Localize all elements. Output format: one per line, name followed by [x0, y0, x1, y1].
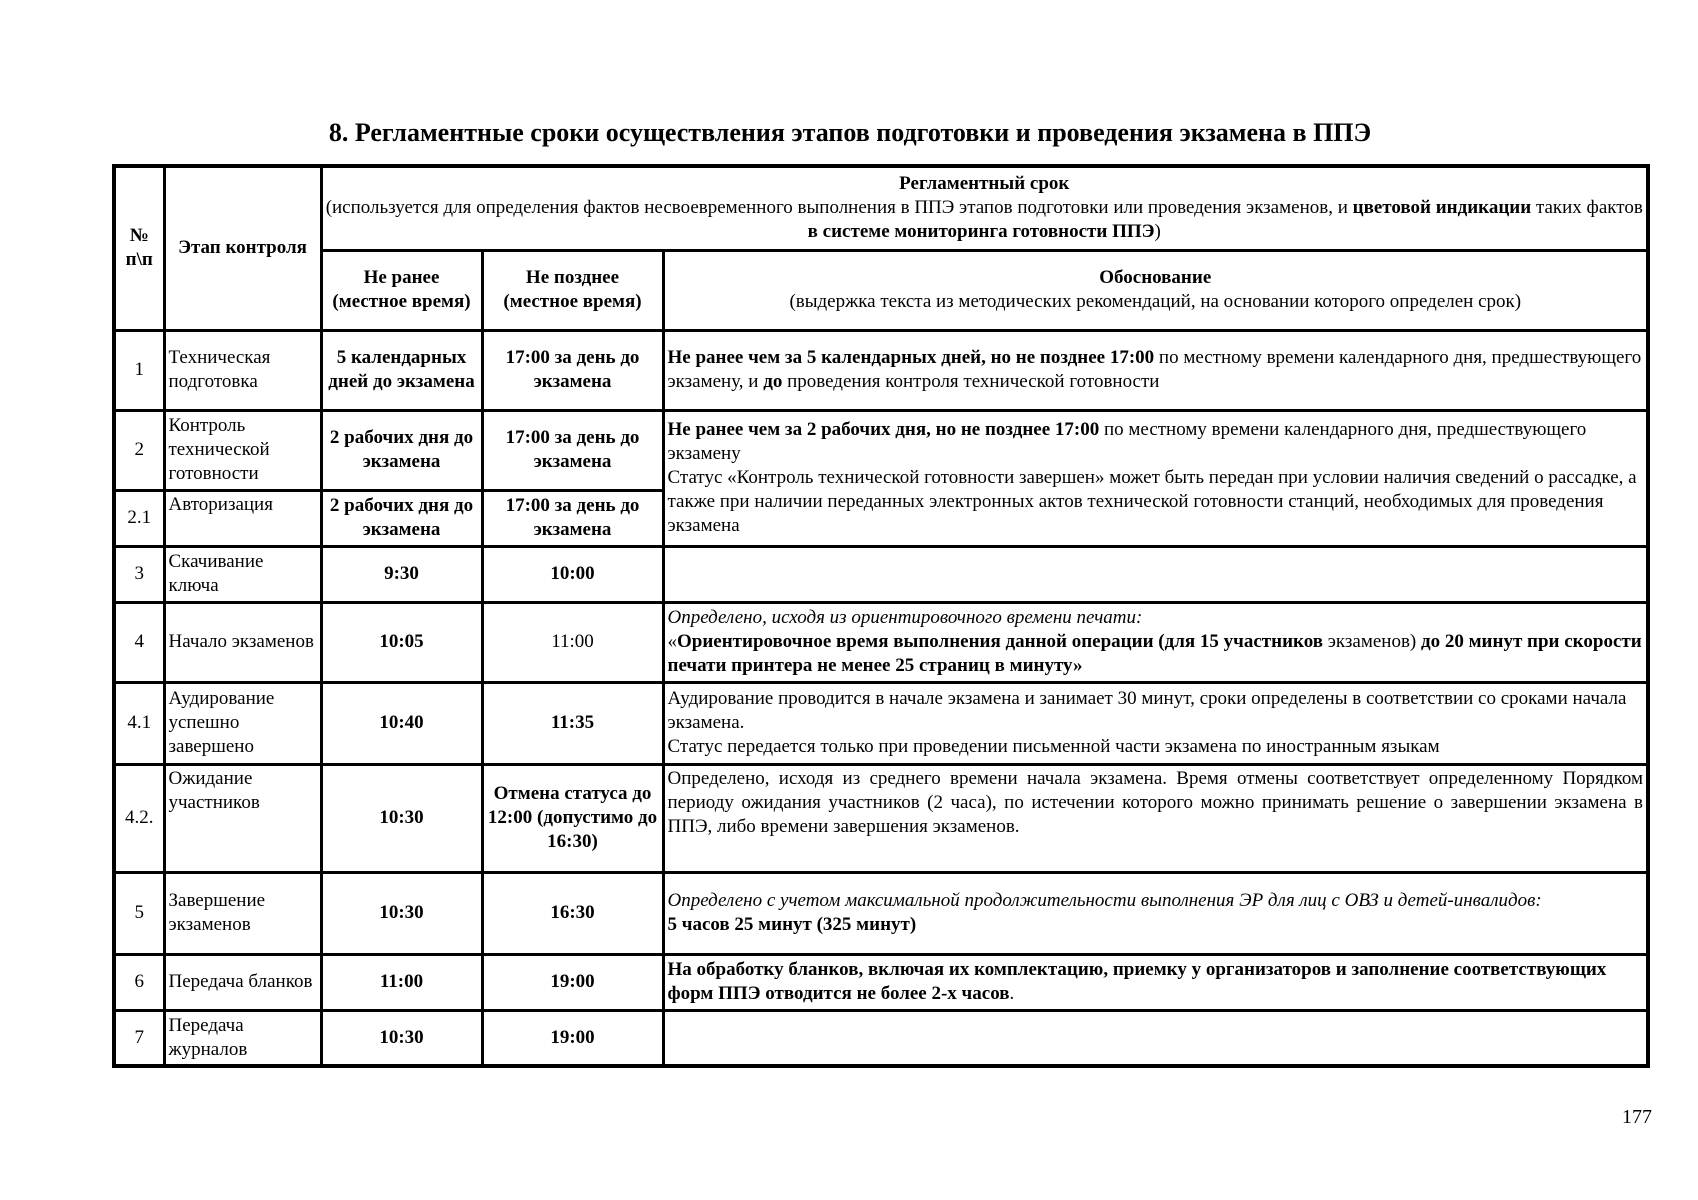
row-not-earlier: 2 рабочих дня до экзамена: [321, 490, 482, 546]
row-not-later: 17:00 за день до экзамена: [482, 490, 663, 546]
reg-note-part: (используется для определения фактов несвоевременного выполнения в ППЭ этапов подготовки или проведения экзаменов, и: [325, 197, 1353, 219]
basis-line: [668, 418, 1644, 466]
row-not-earlier: 10:30: [321, 872, 482, 954]
table-row: [114, 954, 1648, 1010]
row-num: 1: [114, 330, 164, 410]
row-not-earlier: 2 рабочих дня до экзамена: [321, 410, 482, 490]
row-not-earlier: 10:30: [321, 1010, 482, 1066]
row-not-later: 19:00: [482, 1010, 663, 1066]
row-basis: [663, 1010, 1648, 1066]
row-num: 3: [114, 546, 164, 602]
basis-line: Аудирование проводится в начале экзамена и занимает 30 минут, сроки определены в соответствии со сроками начала экзамена.: [667, 688, 1627, 733]
row-num: 2.1: [114, 490, 164, 546]
header-basis-note: (выдержка текста из методических рекомендаций, на основании которого определен срок): [789, 291, 1522, 312]
reg-note-part: таких фактов: [1531, 197, 1643, 219]
basis-text: экзаменов): [1323, 631, 1421, 652]
row-basis: [663, 954, 1648, 1010]
header-row-1: [114, 166, 1648, 250]
reg-note-bold: в системе мониторинга готовности ППЭ: [807, 221, 1155, 243]
row-basis: [663, 410, 1648, 546]
basis-bold: Ориентировочное время выполнения данной операции (для 15 участников: [677, 631, 1323, 652]
header-num: № п\п: [114, 166, 164, 330]
basis-text: проведения контроля технической готовности: [782, 371, 1160, 392]
row-stage: Контроль технической готовности: [164, 410, 321, 490]
basis-line: Статус «Контроль технической готовности завершен» может быть передан при условии наличия сведений о рассадке, а также при наличии переданных электронных актов технической готовности станций, необходимых для проведения экзамена: [667, 467, 1637, 536]
table-row: [114, 872, 1648, 954]
row-not-later: 19:00: [482, 954, 663, 1010]
basis-bold: до 20 минут при скорости печати принтера не менее 25 страниц в минуту»: [667, 631, 1642, 676]
row-basis: [663, 602, 1648, 682]
row-not-earlier: 10:05: [321, 602, 482, 682]
row-not-later: 17:00 за день до экзамена: [482, 410, 663, 490]
basis-bold: Не ранее чем за 2 рабочих дня, но не позднее 17:00: [667, 419, 1100, 440]
row-not-later: 10:00: [482, 546, 663, 602]
row-stage: Передача журналов: [164, 1010, 321, 1066]
row-num: 6: [114, 954, 164, 1010]
basis-bold: 5 часов 25 минут (325 минут): [667, 914, 917, 935]
header-regulated-term-note: [326, 196, 1644, 244]
basis-bold: до: [763, 371, 783, 392]
header-regulated-term-title: Регламентный срок: [899, 173, 1070, 195]
table-row: [114, 546, 1648, 602]
row-basis: [663, 872, 1648, 954]
reg-note-part: ): [1154, 221, 1161, 243]
row-not-later: 17:00 за день до экзамена: [482, 330, 663, 410]
table-row: [114, 602, 1648, 682]
basis-italic: Определено с учетом максимальной продолжительности выполнения ЭР для лиц с ОВЗ и детей-инвалидов:: [667, 890, 1542, 911]
regulations-table: [112, 164, 1650, 1068]
row-not-later: 11:00: [482, 602, 663, 682]
basis-italic: Определено, исходя из ориентировочного времени печати:: [667, 607, 1143, 628]
basis-bold: На обработку бланков, включая их комплектацию, приемку у организаторов и заполнение соответствующих форм ППЭ отводится не более 2-х часов: [667, 959, 1607, 1004]
page-title: 8. Регламентные сроки осуществления этапов подготовки и проведения экзамена в ППЭ: [328, 118, 1372, 147]
row-num: 4.2.: [114, 764, 164, 872]
header-basis-title: Обоснование: [1099, 267, 1212, 288]
table-row: [114, 1010, 1648, 1066]
table-row: [114, 764, 1648, 872]
row-stage: Авторизация: [164, 490, 321, 546]
row-not-earlier: 9:30: [321, 546, 482, 602]
basis-line: Статус передается только при проведении письменной части экзамена по иностранным языкам: [667, 736, 1440, 757]
table-row: [114, 682, 1648, 764]
row-basis: Определено, исходя из среднего времени начала экзамена. Время отмены соответствует определенному Порядком периоду ожидания участников (2 часа), по истечении которого можно принимать решение о завершении экзамена в ППЭ, либо времени завершения экзаменов.: [663, 764, 1648, 872]
page-number: 177: [1622, 1106, 1652, 1128]
row-not-earlier: 11:00: [321, 954, 482, 1010]
row-not-later: 11:35: [482, 682, 663, 764]
row-basis: [663, 682, 1648, 764]
row-not-earlier: 10:30: [321, 764, 482, 872]
row-stage: Техническая подготовка: [164, 330, 321, 410]
row-basis: [663, 330, 1648, 410]
basis-line: [668, 630, 1644, 678]
row-num: 4.1: [114, 682, 164, 764]
row-basis: [663, 546, 1648, 602]
row-stage: Начало экзаменов: [164, 602, 321, 682]
row-num: 5: [114, 872, 164, 954]
row-stage: Скачивание ключа: [164, 546, 321, 602]
row-stage: Передача бланков: [164, 954, 321, 1010]
row-stage: Ожидание участников: [164, 764, 321, 872]
header-row-2: [114, 250, 1648, 330]
header-stage: Этап контроля: [164, 166, 321, 330]
table-row: [114, 410, 1648, 490]
row-not-later: 16:30: [482, 872, 663, 954]
row-num: 4: [114, 602, 164, 682]
row-not-later: Отмена статуса до 12:00 (допустимо до 16:30): [482, 764, 663, 872]
row-stage: Аудирование успешно завершено: [164, 682, 321, 764]
row-stage: Завершение экзаменов: [164, 872, 321, 954]
row-not-earlier: 10:40: [321, 682, 482, 764]
reg-note-bold: цветовой индикации: [1352, 197, 1532, 219]
table-row: [114, 330, 1648, 410]
basis-text: по местному времени календарного дня, предшествующего экзамену: [667, 419, 1587, 464]
basis-bold: Не ранее чем за 5 календарных дней, но не позднее 17:00: [667, 347, 1155, 368]
row-num: 2: [114, 410, 164, 490]
basis-text: .: [1009, 983, 1015, 1004]
header-regulated-term: [321, 166, 1648, 250]
header-not-later: Не позднее (местное время): [482, 250, 663, 330]
header-basis: [663, 250, 1648, 330]
basis-text: «: [667, 631, 677, 652]
header-not-earlier: Не ранее (местное время): [321, 250, 482, 330]
basis-text: по местному времени календарного дня, предшествующего экзамену, и: [667, 347, 1642, 392]
row-num: 7: [114, 1010, 164, 1066]
row-not-earlier: 5 календарных дней до экзамена: [321, 330, 482, 410]
